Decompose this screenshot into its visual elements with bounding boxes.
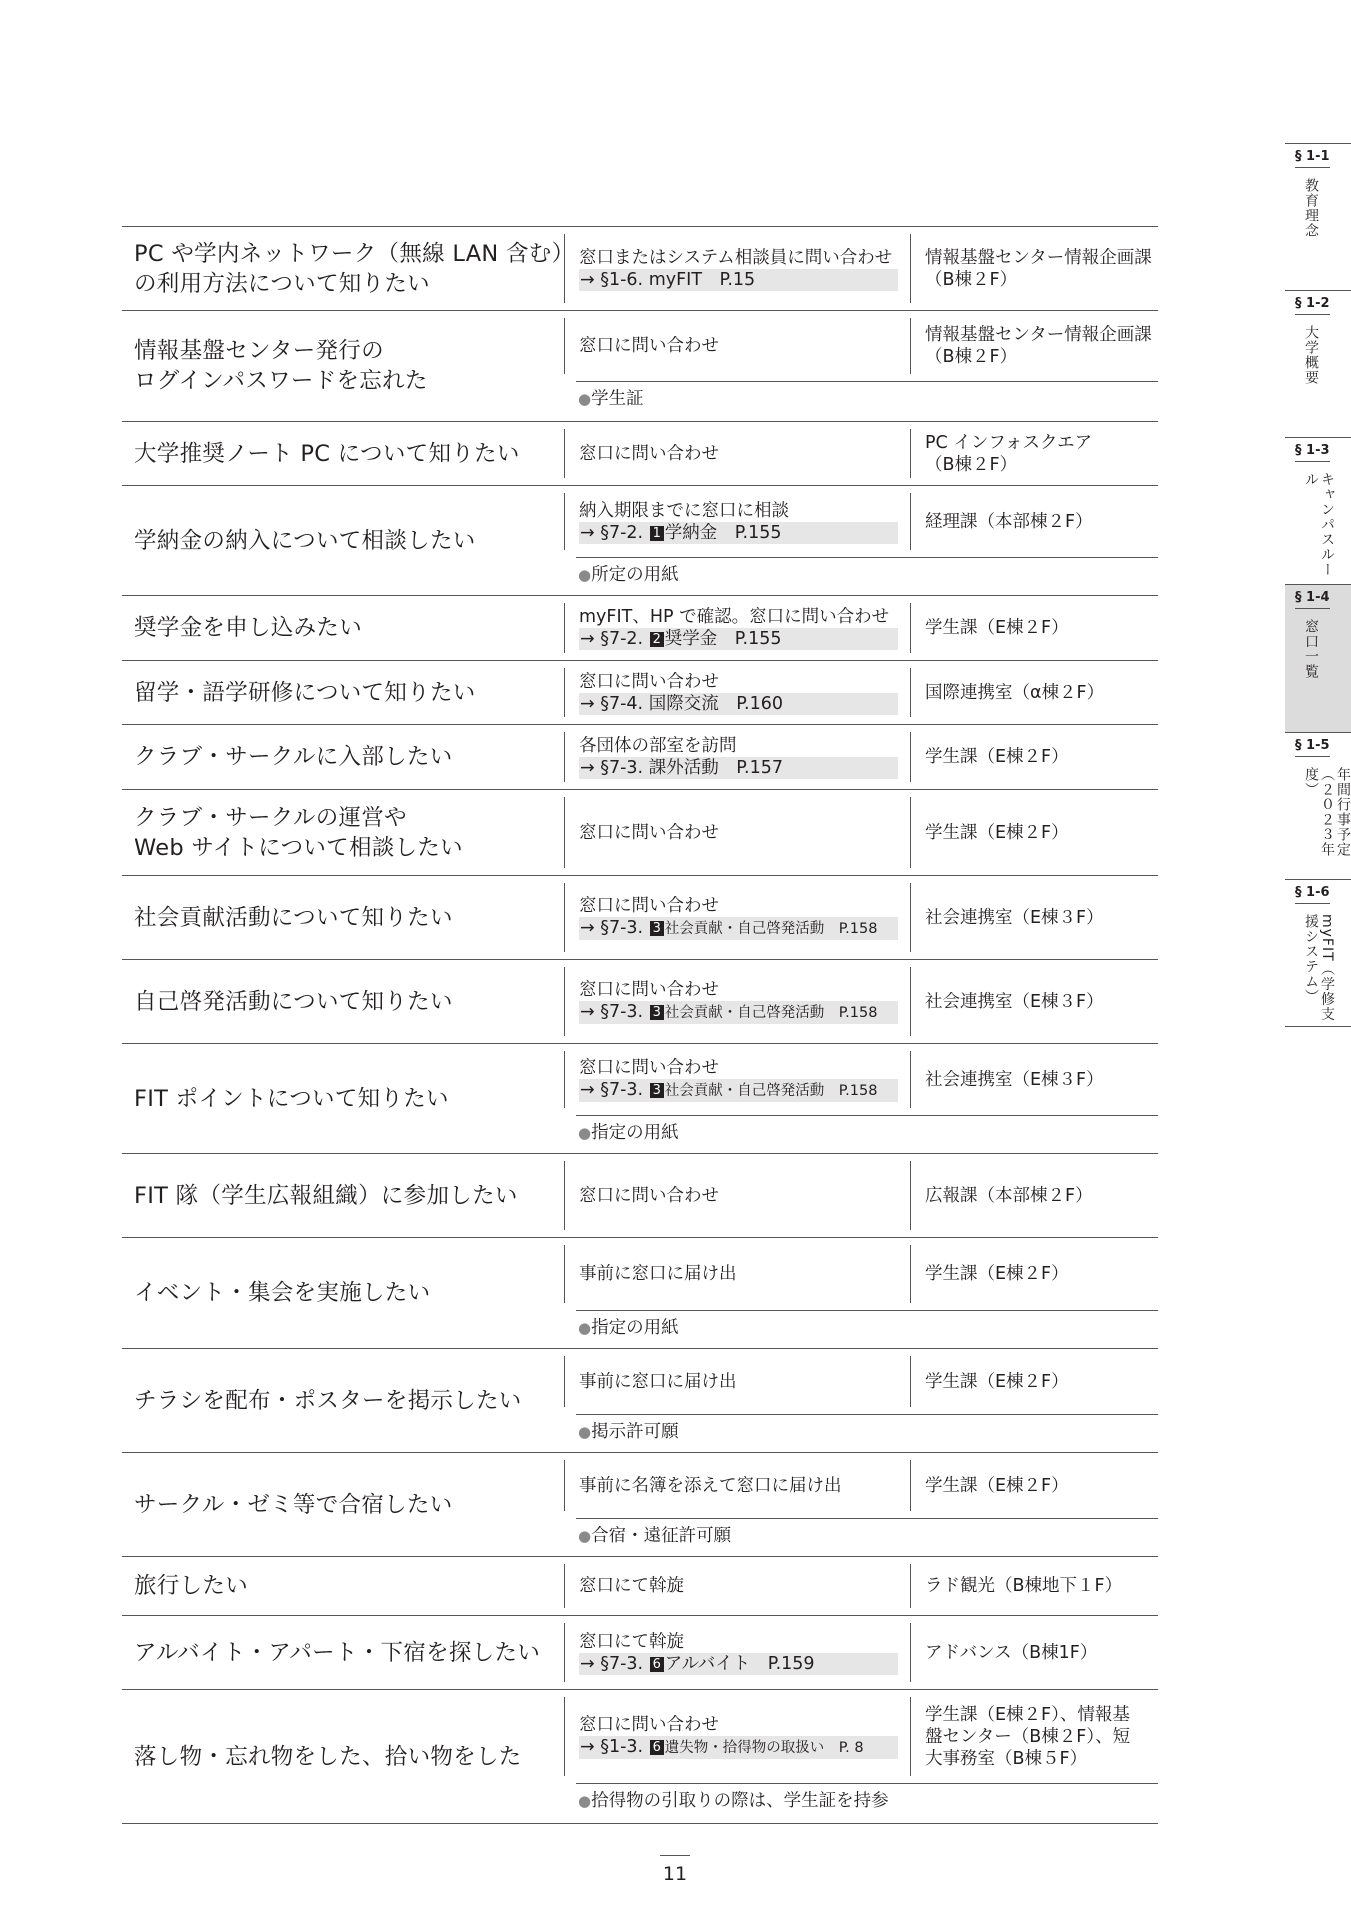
table-row [122, 960, 1158, 1044]
bullet-icon: ● [578, 1319, 592, 1337]
section-tab-label: § 1-3 [1295, 443, 1330, 462]
office-location [910, 603, 1158, 653]
table-row [122, 227, 1158, 311]
table-row [122, 596, 1158, 661]
ref-text: 奨学金 P.155 [664, 629, 782, 649]
office-location [910, 883, 1158, 952]
ref-prefix: → §7-3. [580, 1080, 644, 1100]
table-row [122, 311, 1158, 422]
ref-prefix: → §1-6. [580, 269, 644, 290]
row-question [122, 960, 564, 1043]
action-text: 窓口に問い合わせ [579, 1058, 719, 1078]
office-location [910, 1245, 1158, 1303]
section-number-badge: 3 [650, 1083, 664, 1098]
office-line: 社会連携室（E棟３F） [925, 907, 1104, 928]
office-line: 学生課（E棟２F）、情報基 [925, 1704, 1130, 1725]
bullet-icon: ● [578, 1527, 592, 1545]
note-text: 学生証 [591, 389, 644, 409]
row-answer [564, 486, 1158, 595]
office-line: 学生課（E棟２F） [925, 1264, 1069, 1284]
row-answer [564, 1238, 1158, 1348]
table-row [122, 725, 1158, 790]
note-text: 拾得物の引取りの際は、学生証を持参 [591, 1791, 889, 1811]
row-question [122, 1044, 564, 1153]
question-text [134, 1181, 518, 1211]
bullet-icon: ● [578, 566, 592, 584]
action-text: myFIT、HP で確認。窓口に問い合わせ [579, 607, 890, 627]
ref-text: 社会貢献・自己啓発活動 P.158 [664, 1005, 878, 1021]
table-row [122, 1238, 1158, 1349]
ref-prefix: → §7-3. [580, 1653, 644, 1674]
cross-reference [579, 628, 898, 650]
required-item-note [576, 1414, 1158, 1452]
office-location [910, 1161, 1158, 1230]
answer-main [564, 1238, 1158, 1310]
action-text: 窓口にて斡旋 [579, 1576, 684, 1596]
question-line: クラブ・サークルに入部したい [134, 744, 453, 770]
row-answer [564, 1154, 1158, 1237]
office-location [910, 668, 1158, 717]
row-answer [564, 876, 1158, 959]
action-text: 窓口に問い合わせ [579, 443, 719, 464]
action-text: 事前に窓口に届け出 [579, 1371, 737, 1392]
section-number-badge: 2 [650, 632, 664, 647]
row-answer [564, 596, 1158, 660]
question-line: ログインパスワードを忘れた [134, 368, 428, 394]
table-row [122, 422, 1158, 486]
office-line: 学生課（E棟２F） [925, 1475, 1069, 1496]
row-question [122, 486, 564, 595]
office-location [910, 1564, 1158, 1608]
section-tab-2[interactable] [1285, 290, 1351, 437]
question-text [134, 1084, 449, 1114]
ref-prefix: → §7-3. [580, 758, 644, 778]
answer-main [564, 1349, 1158, 1414]
office-line: （B棟２F） [925, 347, 1018, 367]
action-text: 窓口に問い合わせ [579, 671, 719, 692]
question-text [134, 613, 362, 643]
ref-prefix: → §7-3. [580, 918, 644, 938]
question-text [134, 1638, 540, 1668]
office-location [910, 797, 1158, 868]
required-item-note [576, 1115, 1158, 1153]
office-location [910, 429, 1158, 478]
cross-reference [579, 1001, 898, 1024]
row-answer [564, 1557, 1158, 1615]
contact-method [564, 797, 910, 868]
action-text: 窓口にて斡旋 [579, 1631, 684, 1652]
action-text: 窓口に問い合わせ [579, 336, 719, 356]
row-answer [564, 1616, 1158, 1689]
question-line: イベント・集会を実施したい [134, 1280, 431, 1306]
section-tab-5[interactable] [1285, 732, 1351, 879]
contact-method [564, 967, 910, 1036]
answer-main [564, 1453, 1158, 1518]
bullet-icon: ● [578, 1124, 592, 1142]
section-tab-title: 窓口一覧 [1303, 619, 1319, 679]
row-answer [564, 661, 1158, 724]
action-text: 窓口またはシステム相談員に問い合わせ [579, 247, 893, 268]
answer-main [564, 596, 1158, 660]
section-tab-title: 教育理念 [1303, 178, 1319, 238]
contact-method [564, 732, 910, 782]
table-row [122, 1349, 1158, 1453]
row-answer [564, 960, 1158, 1043]
required-item-note [576, 1310, 1158, 1348]
office-line: 国際連携室（α棟２F） [925, 682, 1105, 703]
question-line: の利用方法について知りたい [134, 270, 430, 297]
row-question [122, 1557, 564, 1615]
section-number-badge: 6 [650, 1657, 664, 1672]
question-line: 留学・語学研修について知りたい [134, 679, 476, 706]
office-line: 経理課（本部棟２F） [925, 511, 1093, 532]
note-text: 指定の用紙 [591, 1318, 679, 1338]
office-location [910, 1051, 1158, 1108]
section-tab-title: myFIT（学修支援システム） [1303, 914, 1335, 1022]
section-number-badge: 6 [650, 1740, 664, 1755]
question-text [134, 1571, 248, 1601]
cross-reference [579, 269, 898, 291]
answer-main [564, 486, 1158, 557]
row-answer [564, 1453, 1158, 1556]
office-location [910, 493, 1158, 550]
bullet-icon: ● [578, 1792, 592, 1810]
contact-method [564, 1161, 910, 1230]
office-line: （B棟２F） [925, 269, 1018, 290]
question-text [134, 903, 453, 933]
office-line: 学生課（E棟２F） [925, 747, 1069, 767]
question-line: 大学推奨ノート PC について知りたい [134, 440, 520, 467]
section-tab-label: § 1-4 [1295, 590, 1330, 609]
question-line: チラシを配布・ポスターを掲示したい [134, 1387, 522, 1414]
cross-reference [579, 757, 898, 779]
contact-method [564, 1051, 910, 1108]
office-location [910, 318, 1158, 374]
office-location [910, 1356, 1158, 1407]
row-question [122, 1453, 564, 1556]
note-text: 合宿・遠征許可願 [591, 1526, 732, 1546]
ref-prefix: → §7-2. [580, 629, 644, 649]
action-text: 事前に窓口に届け出 [579, 1264, 737, 1284]
office-line: 学生課（E棟２F） [925, 822, 1069, 843]
row-question [122, 227, 575, 310]
contact-method [564, 883, 910, 952]
action-text: 窓口に問い合わせ [579, 980, 719, 1000]
section-tabs [1285, 143, 1351, 1027]
row-question [122, 1349, 564, 1452]
action-text: 事前に名簿を添えて窓口に届け出 [579, 1475, 842, 1496]
office-location [910, 1697, 1158, 1776]
cross-reference [579, 693, 898, 715]
contact-method [564, 1245, 910, 1303]
contact-method [564, 603, 910, 653]
table-row [122, 876, 1158, 960]
question-text [134, 336, 428, 396]
section-tab-label: § 1-1 [1295, 149, 1330, 168]
row-question [122, 422, 564, 485]
section-number-badge: 1 [650, 526, 664, 541]
question-text [134, 526, 476, 556]
office-line: 大事務室（B棟５F） [925, 1748, 1088, 1769]
required-item-note [576, 557, 1158, 595]
contact-method [564, 318, 910, 374]
question-line: アルバイト・アパート・下宿を探したい [134, 1639, 541, 1666]
row-answer [564, 1044, 1158, 1153]
answer-main [564, 661, 1158, 724]
section-number-badge: 3 [650, 921, 664, 936]
question-line: 旅行したい [134, 1573, 249, 1599]
question-line: 社会貢献活動について知りたい [134, 904, 453, 931]
question-line: 学納金の納入について相談したい [134, 527, 476, 554]
page-number: 11 [662, 1863, 688, 1885]
table-row [122, 790, 1158, 876]
table-row [122, 1453, 1158, 1557]
row-question [122, 1616, 564, 1689]
note-text: 掲示許可願 [591, 1422, 679, 1442]
question-text [134, 1386, 522, 1416]
office-line: 情報基盤センター情報企画課 [925, 247, 1152, 268]
question-line: 落し物・忘れ物をした、拾い物をした [134, 1743, 522, 1770]
office-line: （B棟２F） [925, 454, 1018, 475]
question-line: PC や学内ネットワーク（無線 LAN 含む） [134, 240, 575, 267]
ref-prefix: → §7-3. [580, 1002, 644, 1022]
answer-main [564, 790, 1158, 875]
action-text: 窓口に問い合わせ [579, 1715, 719, 1735]
ref-text: myFIT P.15 [648, 269, 756, 290]
contact-method [564, 1460, 910, 1511]
ref-text: 社会貢献・自己啓発活動 P.158 [664, 1083, 878, 1099]
ref-prefix: → §7-2. [580, 522, 644, 543]
ref-prefix: → §7-4. [580, 693, 644, 714]
note-text: 指定の用紙 [591, 1123, 679, 1143]
question-text [134, 439, 520, 469]
action-text: 窓口に問い合わせ [579, 1185, 719, 1206]
office-line: アドバンス（B棟1F） [925, 1642, 1098, 1663]
contact-method [564, 668, 910, 717]
answer-main [564, 1557, 1158, 1615]
required-item-note [576, 1783, 1158, 1823]
office-location [910, 1460, 1158, 1511]
office-line: 社会連携室（E棟３F） [925, 1069, 1104, 1090]
table-row [122, 1154, 1158, 1238]
action-text: 各団体の部室を訪問 [579, 736, 737, 756]
question-line: サークル・ゼミ等で合宿したい [134, 1491, 453, 1518]
bullet-icon: ● [578, 1423, 592, 1441]
office-location [910, 732, 1158, 782]
question-line: Web サイトについて相談したい [134, 834, 463, 861]
question-text [134, 803, 463, 863]
question-text [134, 1490, 453, 1520]
section-tab-label: § 1-6 [1295, 885, 1330, 904]
question-text [134, 678, 476, 708]
office-line: 情報基盤センター情報企画課 [925, 325, 1152, 345]
contact-method [564, 493, 910, 550]
question-line: 情報基盤センター発行の [134, 338, 384, 364]
cross-reference [579, 522, 898, 544]
question-line: 自己啓発活動について知りたい [134, 988, 453, 1015]
table-row [122, 1690, 1158, 1824]
answer-main [564, 227, 1158, 310]
cross-reference [579, 1736, 898, 1759]
answer-main [564, 1690, 1158, 1783]
section-number-badge: 3 [650, 1005, 664, 1020]
answer-main [564, 725, 1158, 789]
office-line: 広報課（本部棟２F） [925, 1185, 1093, 1206]
office-line: PC インフォスクエア [925, 432, 1093, 453]
ref-text: 学納金 P.155 [664, 522, 782, 543]
row-answer [564, 311, 1158, 421]
bullet-icon: ● [578, 390, 592, 408]
section-tab-title: キャンパスルール [1303, 472, 1335, 577]
section-tab-4[interactable] [1285, 584, 1351, 732]
contact-method [564, 1564, 910, 1608]
required-item-note [576, 381, 1158, 421]
row-question [122, 1690, 564, 1823]
question-line: 奨学金を申し込みたい [134, 615, 363, 641]
section-tabs-end [1285, 1026, 1351, 1027]
table-row [122, 1557, 1158, 1616]
office-line: ラド観光（B棟地下１F） [925, 1576, 1123, 1596]
office-line: 盤センター（B棟２F）、短 [925, 1726, 1131, 1747]
section-tab-6[interactable] [1285, 879, 1351, 1026]
question-text [134, 1742, 522, 1772]
question-line: FIT 隊（学生広報組織）に参加したい [134, 1182, 518, 1209]
contact-method [564, 1356, 910, 1407]
table-row [122, 661, 1158, 725]
action-text: 窓口に問い合わせ [579, 822, 719, 843]
contact-method [564, 234, 910, 303]
table-row [122, 486, 1158, 596]
contact-method [564, 1623, 910, 1682]
section-tab-3[interactable] [1285, 437, 1351, 584]
row-question [122, 661, 564, 724]
ref-prefix: → §1-3. [580, 1737, 644, 1757]
row-question [122, 1154, 564, 1237]
row-answer [564, 790, 1158, 875]
question-text [134, 1278, 430, 1308]
question-text [134, 239, 575, 299]
answer-main [564, 1616, 1158, 1689]
answer-main [564, 960, 1158, 1043]
answer-main [564, 876, 1158, 959]
office-line: 社会連携室（E棟３F） [925, 991, 1104, 1012]
page-number-rule [660, 1855, 690, 1856]
ref-text: 遺失物・拾得物の取扱い P. 8 [664, 1740, 864, 1756]
action-text: 納入期限までに窓口に相談 [579, 500, 789, 521]
answer-main [564, 1154, 1158, 1237]
row-question [122, 311, 564, 421]
section-tab-label: § 1-2 [1295, 296, 1330, 315]
answer-main [564, 1044, 1158, 1115]
contact-method [564, 429, 910, 478]
question-line: FIT ポイントについて知りたい [134, 1085, 449, 1112]
row-answer [564, 725, 1158, 789]
section-tab-1[interactable] [1285, 143, 1351, 290]
question-text [134, 742, 453, 772]
section-tab-title: 年間行事予定（２０２３年度） [1303, 767, 1351, 857]
note-text: 所定の用紙 [591, 565, 679, 585]
answer-main [564, 311, 1158, 381]
ref-text: アルバイト P.159 [664, 1653, 815, 1674]
cross-reference [579, 1653, 898, 1675]
row-answer [564, 227, 1158, 310]
required-item-note [576, 1518, 1158, 1556]
row-answer [564, 1690, 1158, 1823]
contact-method [564, 1697, 910, 1776]
office-location [910, 967, 1158, 1036]
office-location [910, 1623, 1158, 1682]
cross-reference [579, 1079, 898, 1102]
row-answer [564, 1349, 1158, 1452]
office-line: 学生課（E棟２F） [925, 618, 1069, 638]
cross-reference [579, 917, 898, 940]
office-line: 学生課（E棟２F） [925, 1371, 1069, 1392]
row-question [122, 725, 564, 789]
section-tab-label: § 1-5 [1295, 738, 1330, 757]
ref-text: 課外活動 P.157 [648, 758, 783, 778]
ref-text: 国際交流 P.160 [648, 693, 783, 714]
ref-text: 社会貢献・自己啓発活動 P.158 [664, 921, 878, 937]
section-tab-title: 大学概要 [1303, 325, 1319, 385]
row-question [122, 876, 564, 959]
help-desk-table [122, 226, 1158, 1824]
table-row [122, 1616, 1158, 1690]
table-row [122, 1044, 1158, 1154]
row-question [122, 790, 564, 875]
office-location [910, 234, 1158, 303]
action-text: 窓口に問い合わせ [579, 896, 719, 916]
answer-main [564, 422, 1158, 485]
question-line: クラブ・サークルの運営や [134, 804, 407, 831]
row-answer [564, 422, 1158, 485]
row-question [122, 1238, 564, 1348]
question-text [134, 987, 453, 1017]
row-question [122, 596, 564, 660]
